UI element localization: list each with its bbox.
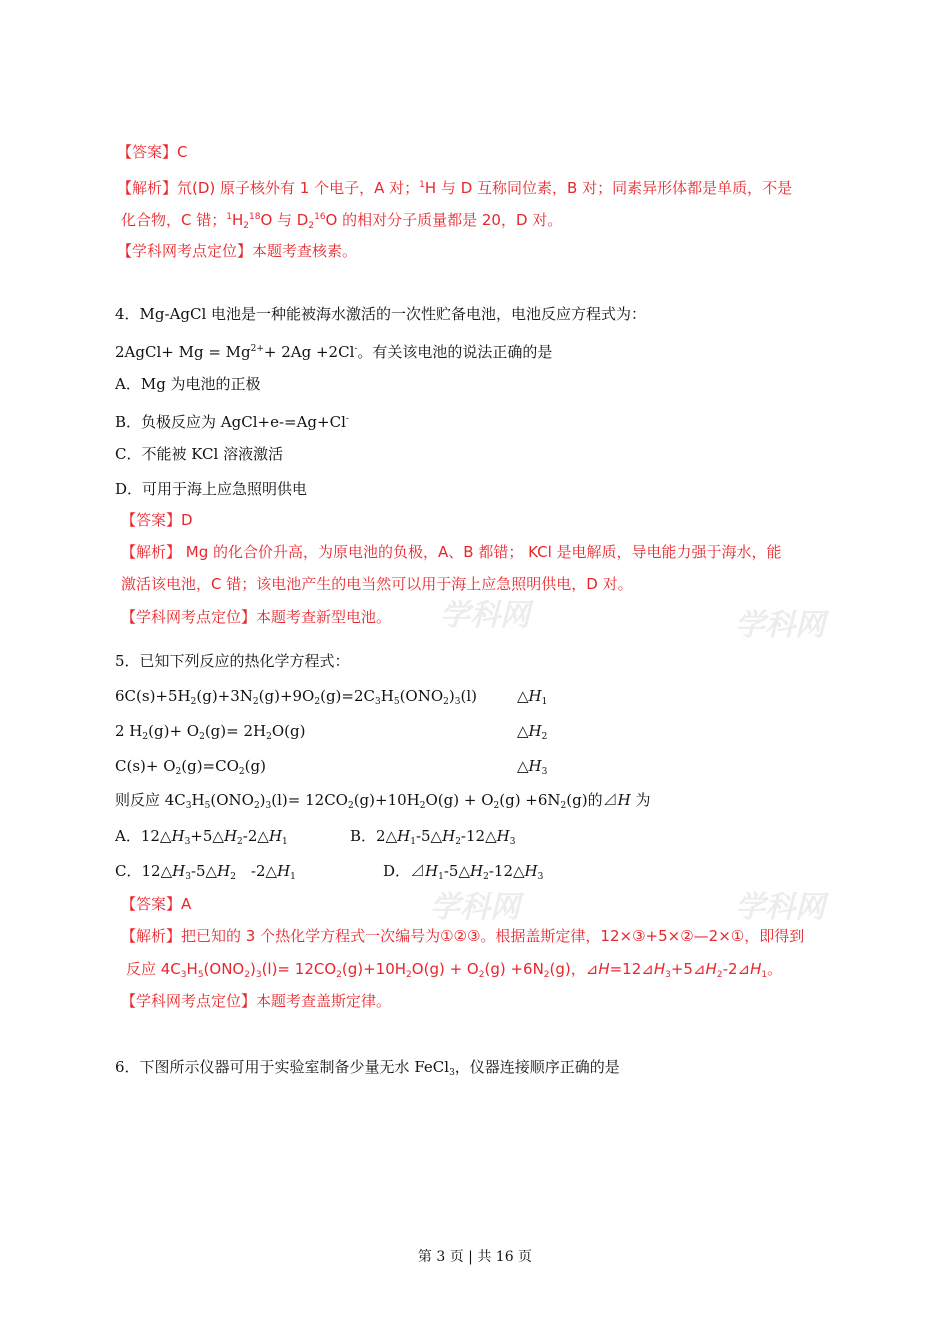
- option-b: [115, 409, 349, 432]
- question-4-stem: [115, 304, 646, 324]
- text-segment: 2: [266, 732, 272, 742]
- answer-line: [121, 510, 193, 530]
- text-segment: +5⊿: [670, 960, 706, 978]
- text-segment: H: [172, 862, 186, 880]
- option-d: [115, 479, 307, 499]
- text-segment: -5△: [190, 862, 218, 880]
- text-segment: 2: [314, 697, 321, 707]
- text-segment: 2: [543, 970, 550, 980]
- text-segment: (g)= 2H: [204, 722, 267, 740]
- watermark: 学科网: [735, 890, 825, 925]
- text-segment: 【答案】A: [121, 895, 192, 913]
- text-segment: H: [528, 757, 542, 775]
- knowledge-point-line: [121, 607, 391, 627]
- text-segment: (g)+ O: [148, 722, 200, 740]
- text-segment: (g)+10H: [341, 960, 407, 978]
- text-segment: 2: [142, 732, 149, 742]
- text-segment: 6C(s)+5H: [115, 687, 191, 705]
- analysis-line: [126, 959, 782, 985]
- text-segment: H: [524, 862, 538, 880]
- text-segment: 2: [560, 801, 567, 811]
- text-segment: 5: [393, 697, 400, 707]
- text-segment: 5: [197, 970, 204, 980]
- text-segment: 1: [761, 970, 768, 980]
- text-segment: 1: [541, 697, 548, 707]
- text-segment: (g)=CO: [181, 757, 239, 775]
- text-segment: 4．Mg-AgCl 电池是一种能被海水激活的一次性贮备电池，电池反应方程式为：: [115, 305, 647, 323]
- text-segment: ): [249, 960, 256, 978]
- text-segment: H: [217, 862, 231, 880]
- text-segment: 3: [509, 837, 516, 847]
- text-segment: (l)= 12CO: [261, 960, 337, 978]
- question-4-equation: [115, 339, 552, 362]
- text-segment: H: [470, 862, 484, 880]
- question-5-target: [115, 790, 650, 816]
- text-segment: 【答案】D: [121, 511, 193, 529]
- text-segment: -12△: [460, 827, 497, 845]
- text-segment: 3: [185, 872, 191, 882]
- text-segment: + 2Ag +2Cl: [263, 343, 355, 361]
- text-segment: 2: [252, 697, 259, 707]
- text-segment: (ONO: [399, 687, 444, 705]
- text-segment: C．不能被 KCl 溶液激活: [115, 445, 284, 463]
- text-segment: +5△: [190, 827, 224, 845]
- answer-line: [117, 142, 187, 162]
- text-segment: C．12△: [115, 862, 173, 880]
- page-footer: 第 3 页 | 共 16 页: [417, 1249, 533, 1265]
- text-segment: △: [517, 757, 529, 775]
- text-segment: 2: [244, 970, 250, 980]
- text-segment: 为: [630, 791, 651, 809]
- text-segment: O(g) + O: [411, 960, 479, 978]
- text-segment: 3: [449, 1068, 455, 1078]
- text-segment: 2+: [250, 344, 264, 354]
- text-segment: (g)，⊿: [549, 960, 599, 978]
- text-segment: (g)+9O: [258, 687, 315, 705]
- text-segment: -2⊿: [722, 960, 751, 978]
- analysis-line: [117, 175, 792, 198]
- text-segment: -: [345, 414, 349, 424]
- text-segment: H: [268, 827, 283, 845]
- text-segment: (g)+10H: [353, 791, 420, 809]
- text-segment: O 的相对分子质量都是 20，D 对。: [325, 211, 563, 229]
- text-segment: 3: [454, 697, 461, 707]
- text-segment: △: [517, 687, 529, 705]
- question-6-stem: [115, 1057, 620, 1083]
- text-segment: D．⊿: [383, 862, 426, 880]
- option-c: [115, 444, 283, 464]
- text-segment: 【解析】把已知的 3 个热化学方程式一次编号为①②③。根据盖斯定律，12×③+5×②—2×①，即得到: [121, 927, 805, 945]
- text-segment: 1: [226, 212, 232, 222]
- delta-h-2: [517, 721, 547, 747]
- text-segment: 3: [265, 801, 272, 811]
- text-segment: 5: [204, 801, 211, 811]
- text-segment: 3: [180, 970, 187, 980]
- analysis-line: [121, 574, 633, 594]
- text-segment: 2: [230, 872, 236, 882]
- text-segment: 3: [375, 697, 381, 707]
- knowledge-point-line: [121, 991, 391, 1011]
- analysis-line: [121, 926, 804, 946]
- watermark: 学科网: [430, 890, 520, 925]
- text-segment: H: [598, 960, 610, 978]
- text-segment: -5△: [443, 862, 471, 880]
- option-a: [115, 826, 288, 852]
- text-segment: 2: [243, 221, 249, 231]
- text-segment: (g)+3N: [196, 687, 253, 705]
- text-segment: 1: [282, 837, 288, 847]
- text-segment: H: [231, 211, 244, 229]
- text-segment: 2: [541, 732, 548, 742]
- text-segment: 【学科网考点定位】本题考查盖斯定律。: [121, 992, 392, 1010]
- text-segment: (ONO: [203, 960, 245, 978]
- text-segment: 1: [419, 180, 425, 190]
- text-segment: H: [191, 791, 205, 809]
- text-segment: C(s)+ O: [115, 757, 176, 775]
- text-segment: A．Mg 为电池的正极: [115, 375, 261, 393]
- equation-2: [115, 721, 305, 747]
- text-segment: 激活该电池，C 错；该电池产生的电当然可以用于海上应急照明供电，D 对。: [121, 575, 633, 593]
- text-segment: 反应 4C: [126, 960, 181, 978]
- text-segment: H: [171, 827, 185, 845]
- text-segment: 化合物，C 错；: [121, 211, 227, 229]
- text-segment: ): [448, 687, 455, 705]
- text-segment: 3: [665, 970, 671, 980]
- text-segment: 2: [347, 801, 354, 811]
- text-segment: 【解析】氘(D) 原子核外有 1 个电子，A 对；: [117, 179, 420, 197]
- text-segment: (ONO: [210, 791, 254, 809]
- delta-h-3: [517, 756, 547, 782]
- text-segment: 3: [184, 837, 191, 847]
- text-segment: 2: [175, 767, 182, 777]
- text-segment: 3: [541, 767, 548, 777]
- text-segment: 。: [767, 960, 783, 978]
- text-segment: H: [277, 862, 291, 880]
- text-segment: H: [528, 722, 542, 740]
- text-segment: D．可用于海上应急照明供电: [115, 480, 308, 498]
- text-segment: 1: [410, 837, 416, 847]
- text-segment: 2: [493, 801, 500, 811]
- text-segment: 2: [336, 970, 342, 980]
- analysis-line: [121, 542, 782, 562]
- text-segment: 2: [308, 221, 315, 231]
- text-segment: 2: [406, 970, 412, 980]
- text-segment: 2: [253, 801, 260, 811]
- text-segment: H: [425, 862, 439, 880]
- text-segment: (g): [244, 757, 266, 775]
- text-segment: 2: [483, 872, 489, 882]
- text-segment: 2 H: [115, 722, 143, 740]
- analysis-line: [121, 207, 562, 236]
- text-segment: 2: [238, 767, 245, 777]
- text-segment: △: [517, 722, 529, 740]
- text-segment: ): [259, 791, 266, 809]
- equation-1: [115, 686, 477, 712]
- text-segment: ，仪器连接顺序正确的是: [454, 1058, 620, 1076]
- option-d: [383, 861, 543, 887]
- text-segment: H: [397, 827, 411, 845]
- text-segment: B．负极反应为 AgCl+e-=Ag+Cl: [115, 413, 346, 431]
- option-a: [115, 374, 261, 394]
- text-segment: (g)=2C: [320, 687, 375, 705]
- text-segment: H: [223, 827, 238, 845]
- text-segment: 【解析】 Mg 的化合价升高，为原电池的负极，A、B 都错； KCl 是电解质，导电能力强于海水，能: [121, 543, 782, 561]
- watermark: 学科网: [735, 608, 825, 643]
- text-segment: O 与 D: [260, 211, 309, 229]
- text-segment: 【学科网考点定位】本题考查新型电池。: [121, 608, 392, 626]
- text-segment: H: [528, 687, 542, 705]
- text-segment: 6．下图所示仪器可用于实验室制备少量无水 FeCl: [115, 1058, 450, 1076]
- text-segment: 2: [419, 801, 426, 811]
- text-segment: H: [496, 827, 510, 845]
- text-segment: 1: [438, 872, 444, 882]
- text-segment: 3: [255, 970, 262, 980]
- text-segment: O(g): [271, 722, 306, 740]
- text-segment: 3: [537, 872, 544, 882]
- knowledge-point-line: [117, 241, 357, 261]
- answer-line: [121, 894, 191, 914]
- text-segment: 2AgCl+ Mg = Mg: [115, 343, 251, 361]
- text-segment: -12△: [488, 862, 525, 880]
- text-segment: 2: [478, 970, 485, 980]
- text-segment: 18: [249, 212, 261, 222]
- text-segment: 3: [185, 801, 192, 811]
- text-segment: H: [705, 960, 717, 978]
- watermark: 学科网: [440, 598, 530, 633]
- text-segment: 【学科网考点定位】本题考查核素。: [117, 242, 358, 260]
- text-segment: (g)的⊿: [566, 791, 618, 809]
- text-segment: -: [354, 344, 358, 354]
- text-segment: 【答案】C: [117, 143, 188, 161]
- text-segment: H: [380, 687, 394, 705]
- text-segment: =12⊿: [609, 960, 654, 978]
- equation-3: [115, 756, 266, 782]
- text-segment: H 与 D 互称同位素，B 对；同素异形体都是单质，不是: [424, 179, 793, 197]
- text-segment: (g) +6N: [499, 791, 561, 809]
- text-segment: H: [653, 960, 666, 978]
- question-5-stem: [115, 651, 350, 671]
- text-segment: 2: [455, 837, 461, 847]
- text-segment: O(g) + O: [425, 791, 494, 809]
- text-segment: (l)= 12CO: [271, 791, 348, 809]
- text-segment: 2: [716, 970, 723, 980]
- text-segment: 2: [237, 837, 243, 847]
- text-segment: H: [617, 791, 631, 809]
- text-segment: (l): [460, 687, 477, 705]
- text-segment: H: [442, 827, 456, 845]
- text-segment: 。有关该电池的说法正确的是: [357, 343, 553, 361]
- text-segment: H: [186, 960, 198, 978]
- text-segment: A．12△: [115, 827, 172, 845]
- text-segment: 2: [190, 697, 197, 707]
- delta-h-1: [517, 686, 547, 712]
- text-segment: -5△: [415, 827, 443, 845]
- option-c: [115, 861, 296, 887]
- text-segment: -2△: [242, 827, 269, 845]
- text-segment: H: [750, 960, 762, 978]
- text-segment: 5．已知下列反应的热化学方程式：: [115, 652, 350, 670]
- text-segment: 2: [199, 732, 205, 742]
- text-segment: 1: [290, 872, 296, 882]
- text-segment: 2: [443, 697, 449, 707]
- text-segment: 则反应 4C: [115, 791, 186, 809]
- text-segment: -2△: [235, 862, 278, 880]
- option-b: [350, 826, 515, 852]
- text-segment: B．2△: [350, 827, 398, 845]
- text-segment: (g) +6N: [484, 960, 544, 978]
- text-segment: 16: [314, 212, 326, 222]
